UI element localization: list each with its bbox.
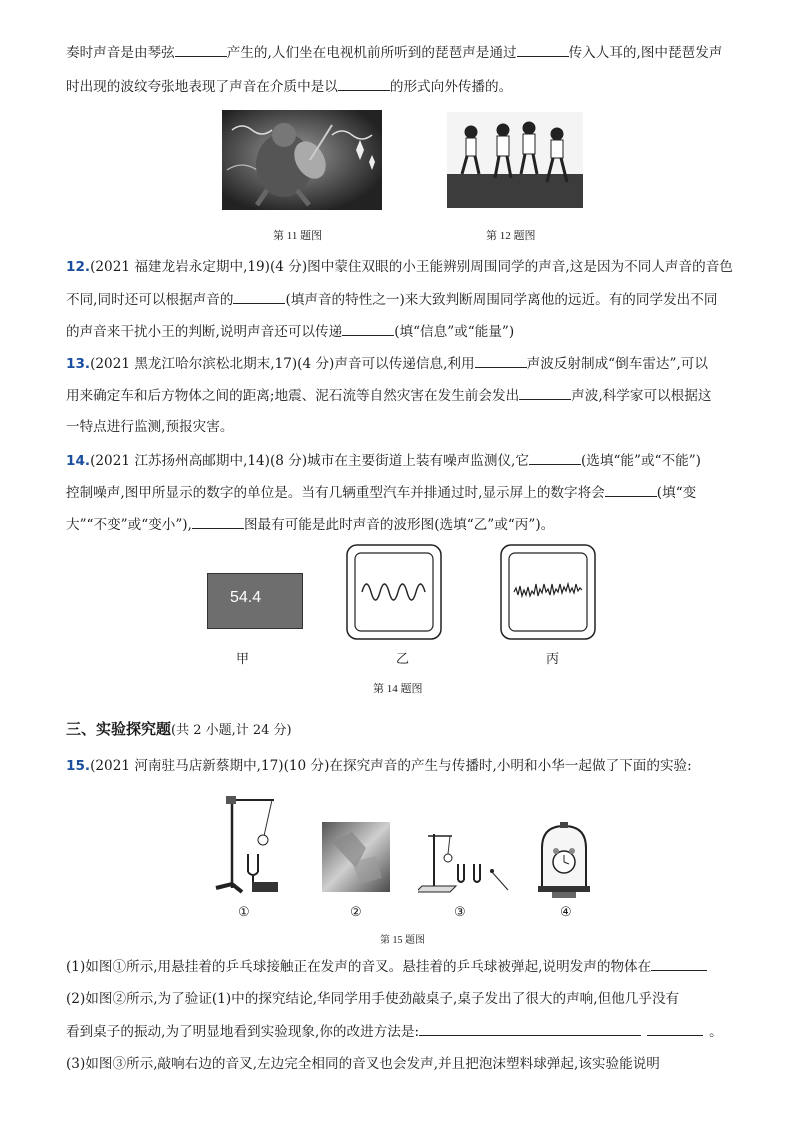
text: 奏时声音是由琴弦 — [66, 45, 175, 61]
answer-blank[interactable] — [233, 289, 285, 304]
question-number: 13. — [66, 356, 91, 372]
figure-15-2-table-image — [322, 822, 390, 892]
q12-line-1 — [66, 257, 733, 277]
answer-blank[interactable] — [419, 1021, 641, 1036]
text: 看到桌子的振动,为了明显地看到实验现象,你的改进方法是: — [66, 1024, 420, 1040]
figure-15-label-1: ① — [238, 905, 250, 920]
figure-11-caption: 第 11 题图 — [273, 230, 323, 242]
display-value: 54.4 — [230, 589, 262, 606]
answer-blank[interactable] — [647, 1021, 703, 1036]
noise-monitor-display — [207, 573, 303, 629]
q13-line-2 — [66, 385, 711, 406]
figure-15-3-two-tuning-forks — [418, 828, 514, 898]
text: (选填“能”或“不能”) — [580, 453, 701, 469]
q11-line-2 — [66, 76, 512, 97]
text: (1)如图①所示,用悬挂着的乒乓球接触正在发声的音叉。悬挂着的乒乓球被弹起,说明发声的物体在 — [66, 959, 652, 975]
q13-line-1 — [66, 353, 708, 374]
answer-blank[interactable] — [605, 482, 657, 497]
text: 用来确定车和后方物体之间的距离;地震、泥石流等自然灾害在发生前会发出 — [66, 388, 520, 404]
figure-15-label-4: ④ — [560, 905, 572, 920]
text: 不同,同时还可以根据声音的 — [66, 292, 234, 308]
answer-blank[interactable] — [651, 956, 707, 971]
text: (2021 黑龙江哈尔滨松北期末,17)(4 分)声音可以传递信息,利用 — [90, 356, 475, 372]
text: 图最有可能是此时声音的波形图(选填“乙”或“丙”)。 — [243, 517, 555, 533]
text: (2021 河南驻马店新蔡期中,17)(10 分)在探究声音的产生与传播时,小明和小华一起做了下面的实验: — [90, 758, 692, 774]
text: 的声音来干扰小王的判断,说明声音还可以传递 — [66, 324, 343, 340]
text: 时出现的波纹夸张地表现了声音在介质中是以 — [66, 79, 338, 95]
figure-15-1-tuning-fork-ball — [212, 790, 292, 900]
q14-line-3 — [66, 514, 554, 535]
text: (2021 江苏扬州高邮期中,14)(8 分)城市在主要街道上装有噪声监测仪,它 — [90, 453, 529, 469]
q11-line-1 — [66, 42, 722, 63]
figure-12-children-image — [447, 112, 583, 208]
text: (3)如图③所示,敲响右边的音叉,左边完全相同的音叉也会发声,并且把泡沫塑料球弹起,该实验能说明 — [66, 1056, 660, 1072]
answer-blank[interactable] — [175, 42, 227, 57]
text: 传入人耳的,图中琵琶发声 — [568, 45, 723, 61]
answer-blank[interactable] — [338, 76, 390, 91]
answer-blank[interactable] — [342, 321, 394, 336]
answer-blank[interactable] — [529, 450, 581, 465]
q12-line-3 — [66, 321, 514, 342]
text: 。 — [709, 1024, 723, 1040]
label-jia: 甲 — [236, 652, 250, 667]
figure-14-caption: 第 14 题图 — [373, 683, 423, 695]
question-number: 14. — [66, 453, 91, 469]
q15-part-1 — [66, 956, 707, 977]
waveform-yi — [346, 544, 442, 640]
figure-11-pipa-image — [222, 110, 382, 210]
question-number: 12. — [66, 259, 91, 275]
text: 声波反射制成“倒车雷达”,可以 — [526, 356, 708, 372]
text: (填“信息”或“能量”) — [394, 324, 515, 340]
answer-blank[interactable] — [519, 385, 571, 400]
figure-15-4-bell-jar-clock — [536, 822, 592, 898]
waveform-bing — [500, 544, 596, 640]
q14-line-2 — [66, 482, 696, 503]
text: 一特点进行监测,预报灾害。 — [66, 419, 234, 435]
q15-part-3 — [66, 1054, 660, 1074]
text: 声波,科学家可以根据这 — [571, 388, 712, 404]
text: 控制噪声,图甲所显示的数字的单位是。当有几辆重型汽车并排通过时,显示屏上的数字将会 — [66, 485, 605, 501]
question-number: 15. — [66, 758, 91, 774]
q12-line-2 — [66, 289, 717, 310]
q14-line-1 — [66, 450, 701, 471]
figure-15-label-2: ② — [350, 905, 362, 920]
answer-blank[interactable] — [192, 514, 244, 529]
label-bing: 丙 — [546, 652, 560, 667]
label-yi: 乙 — [396, 652, 410, 667]
figure-15-label-3: ③ — [454, 905, 466, 920]
answer-blank[interactable] — [475, 353, 527, 368]
section-heading — [66, 718, 292, 739]
text: 大”“不变”或“变小”), — [66, 517, 192, 533]
q15-part-2a — [66, 989, 679, 1009]
figure-12-caption: 第 12 题图 — [486, 230, 536, 242]
text: (填声音的特性之一)来大致判断周围同学离他的远近。有的同学发出不同 — [285, 292, 718, 308]
text: 的形式向外传播的。 — [389, 79, 513, 95]
section-subtitle: (共 2 小题,计 24 分) — [171, 723, 292, 738]
text: (2021 福建龙岩永定期中,19)(4 分)图中蒙住双眼的小王能辨别周围同学的声音,这是因为不同人声音的音色 — [90, 259, 733, 275]
q13-line-3 — [66, 417, 233, 437]
figure-15-caption: 第 15 题图 — [380, 935, 425, 946]
answer-blank[interactable] — [517, 42, 569, 57]
text: (2)如图②所示,为了验证(1)中的探究结论,华同学用手使劲敲桌子,桌子发出了很大的声响,但他几乎没有 — [66, 991, 680, 1007]
q15-part-2b — [66, 1021, 723, 1042]
text: 产生的,人们坐在电视机前所听到的琵琶声是通过 — [226, 45, 517, 61]
section-title: 三、实验探究题 — [66, 720, 172, 738]
q15-intro — [66, 756, 692, 776]
text: (填“变 — [656, 485, 697, 501]
